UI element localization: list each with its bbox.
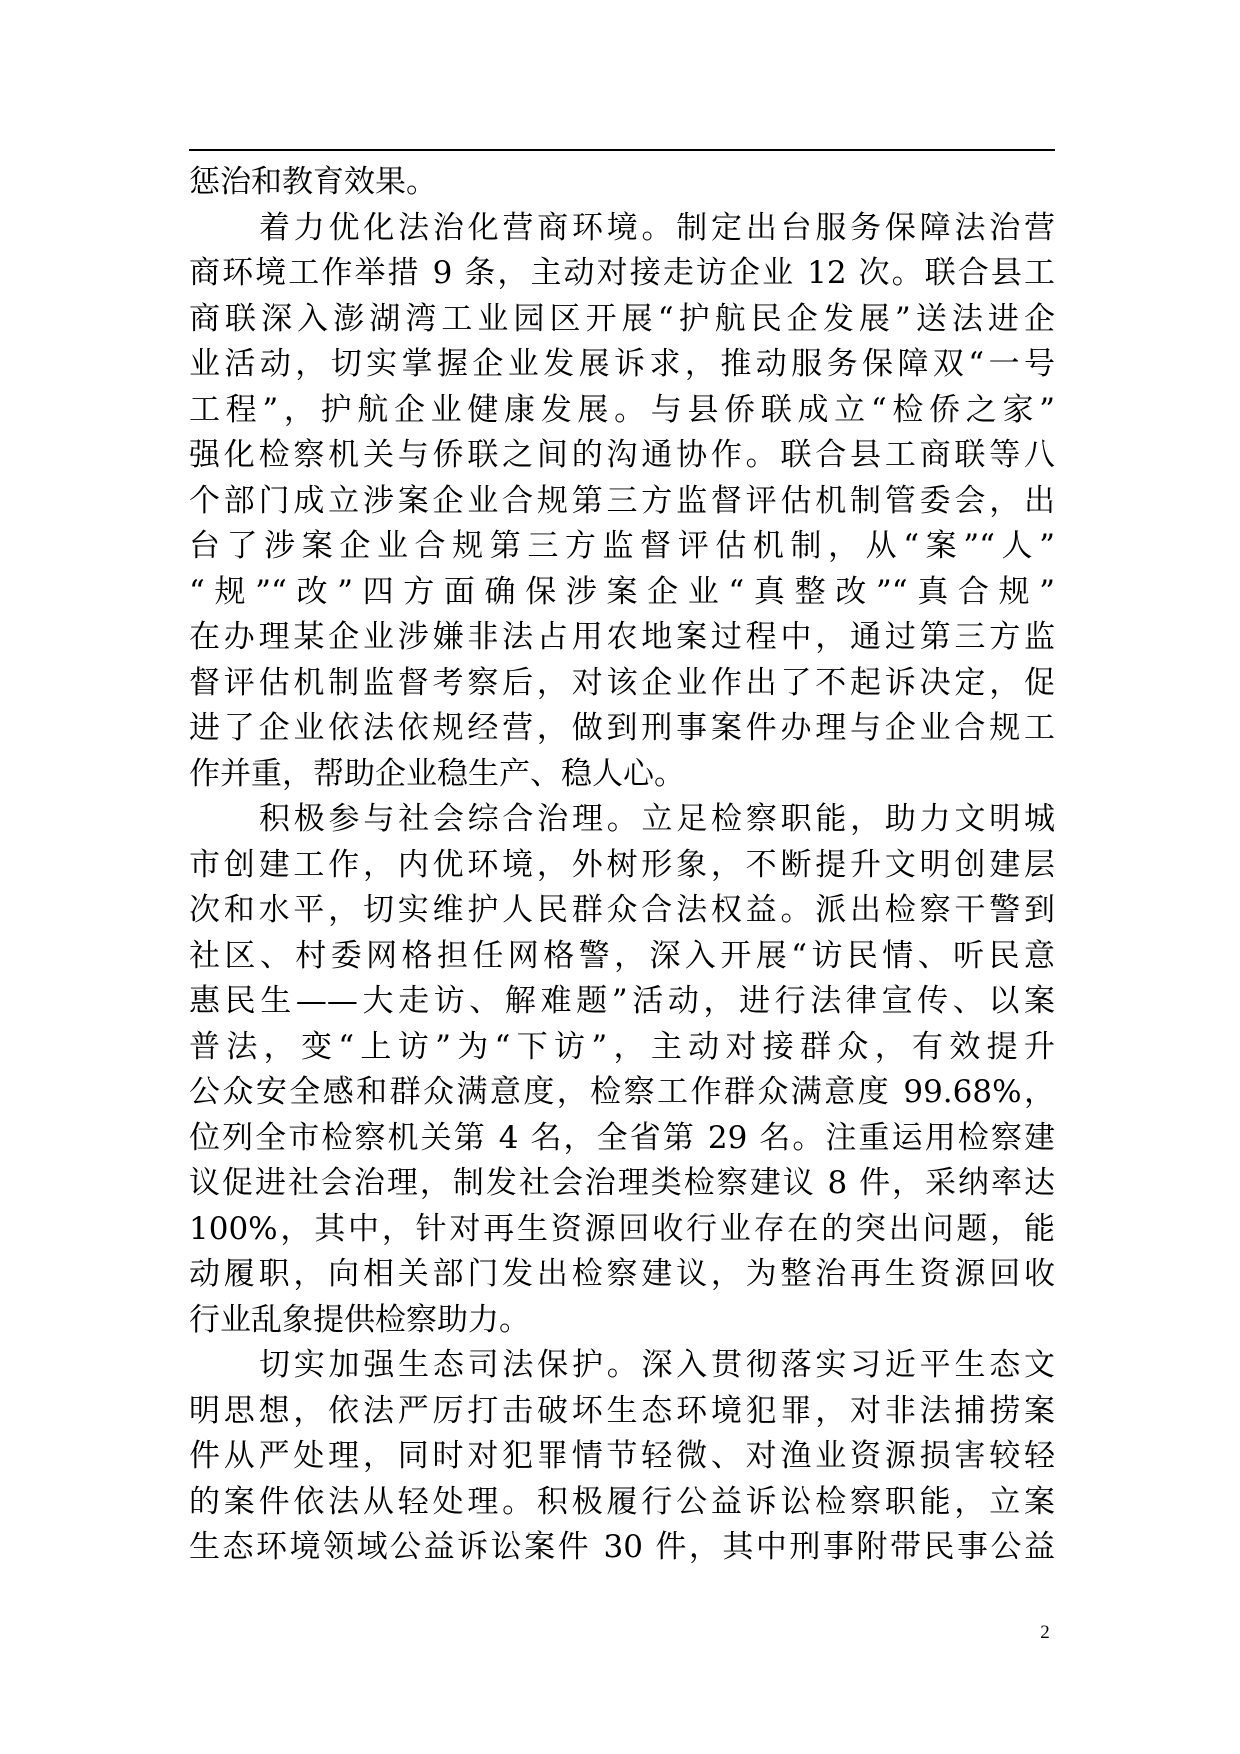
page-number: 2 (1040, 1622, 1050, 1643)
text-line: 惩治和教育效果。 (189, 164, 437, 200)
text-line: 议促进社会治理，制发社会治理类检察建议 8 件，采纳率达 (189, 1165, 1055, 1201)
text-line: 生态环境领域公益诉讼案件 30 件，其中刑事附带民事公益 (189, 1529, 1055, 1565)
text-line: 位列全市检察机关第 4 名，全省第 29 名。注重运用检察建 (189, 1119, 1055, 1156)
text-line: 进了企业依法依规经营，做到刑事案件办理与企业合规工 (189, 710, 1055, 746)
text-line: 业活动，切实掌握企业发展诉求，推动服务保障双“一号 (189, 346, 1055, 382)
text-line: 普法，变“上访”为“下访”，主动对接群众，有效提升 (189, 1028, 1055, 1065)
text-line: 作并重，帮助企业稳生产、稳人心。 (189, 755, 685, 792)
text-line: 在办理某企业涉嫌非法占用农地案过程中，通过第三方监 (189, 619, 1055, 655)
text-line: 切实加强生态司法保护。深入贯彻落实习近平生态文 (259, 1347, 1055, 1383)
text-line: 件从严处理，同时对犯罪情节轻微、对渔业资源损害较轻 (189, 1438, 1055, 1474)
text-line: 工程”，护航企业健康发展。与县侨联成立“检侨之家” (189, 391, 1055, 428)
text-line: 惠民生——大走访、解难题”活动，进行法律宣传、以案 (189, 983, 1055, 1019)
text-line: 公众安全感和群众满意度，检察工作群众满意度 99.68%， (189, 1074, 1055, 1110)
text-line: 个部门成立涉案企业合规第三方监督评估机制管委会，出 (189, 482, 1055, 519)
text-line: 市创建工作，内优环境，外树形象，不断提升文明创建层 (189, 846, 1055, 883)
text-line: 商联深入澎湖湾工业园区开展“护航民企发展”送法进企 (189, 300, 1055, 337)
header-rule (189, 149, 1055, 151)
text-line: 行业乱象提供检察助力。 (189, 1301, 530, 1338)
text-line: 的案件依法从轻处理。积极履行公益诉讼检察职能，立案 (189, 1483, 1055, 1520)
text-line: 明思想，依法严厉打击破坏生态环境犯罪，对非法捕捞案 (189, 1392, 1055, 1429)
text-line: 社区、村委网格担任网格警，深入开展“访民情、听民意 (189, 937, 1055, 974)
text-line: 积极参与社会综合治理。立足检察职能，助力文明城 (259, 801, 1055, 837)
text-line: 次和水平，切实维护人民群众合法权益。派出检察干警到 (189, 892, 1055, 928)
paragraph-block (189, 160, 1055, 1571)
text-line: 动履职，向相关部门发出检察建议，为整治再生资源回收 (189, 1256, 1055, 1292)
body-text (189, 160, 1055, 1571)
text-line: 督评估机制监督考察后，对该企业作出了不起诉决定，促 (189, 664, 1055, 701)
text-line: 台了涉案企业合规第三方监督评估机制，从“案”“人” (189, 528, 1055, 564)
text-line: 着力优化法治化营商环境。制定出台服务保障法治营 (259, 209, 1055, 246)
text-line: 商环境工作举措 9 条，主动对接走访企业 12 次。联合县工 (189, 255, 1055, 291)
text-line: “规”“改”四方面确保涉案企业“真整改”“真合规” (189, 573, 1055, 610)
text-line: 100%，其中，针对再生资源回收行业存在的突出问题，能 (189, 1210, 1055, 1247)
text-line: 强化检察机关与侨联之间的沟通协作。联合县工商联等八 (189, 437, 1055, 473)
